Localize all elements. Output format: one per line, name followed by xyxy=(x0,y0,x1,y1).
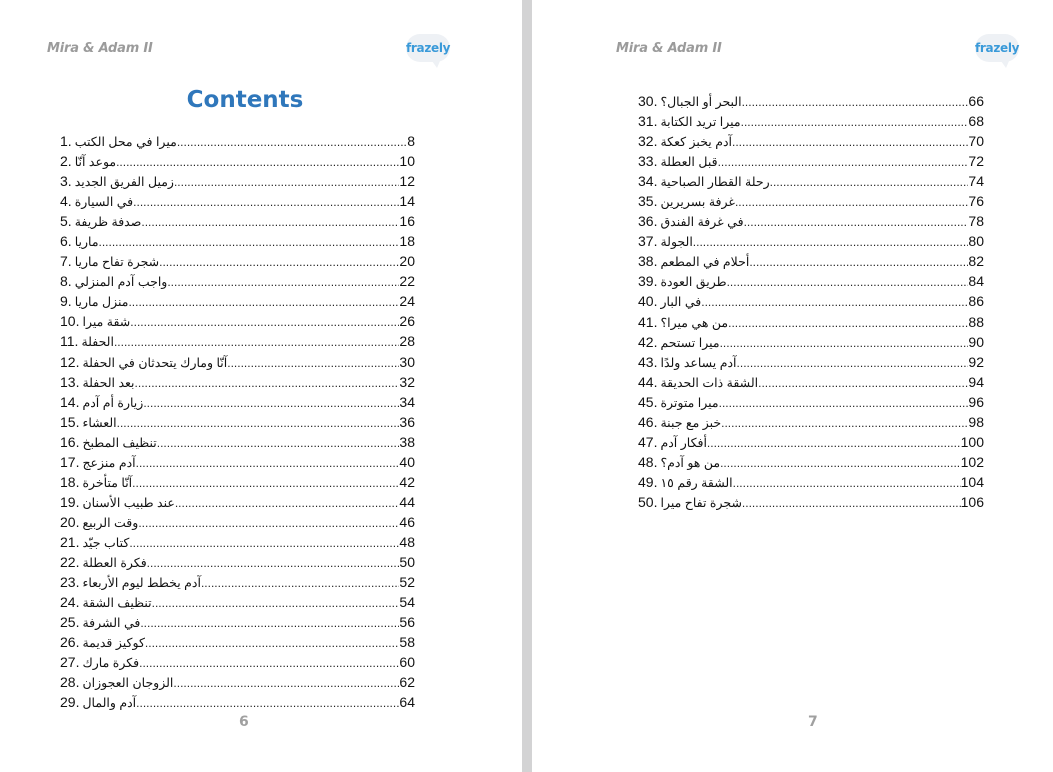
toc-entry[interactable] xyxy=(60,211,415,231)
entry-title: أفكار آدم xyxy=(660,435,707,450)
entry-number: 28. xyxy=(60,674,80,691)
entry-page: 106 xyxy=(960,493,984,510)
entry-title: ميرا تستحم xyxy=(660,335,720,350)
entry-number: 5. xyxy=(60,213,72,230)
toc-entry[interactable] xyxy=(60,352,415,372)
entry-page: 28 xyxy=(399,333,415,350)
entry-title: آدم والمال xyxy=(82,696,137,711)
page-number: 6 xyxy=(239,714,249,730)
entry-page: 64 xyxy=(399,694,415,711)
entry-number: 35. xyxy=(638,193,658,210)
entry-page: 98 xyxy=(968,413,984,430)
entry-number: 43. xyxy=(638,353,658,370)
toc-entry[interactable] xyxy=(638,131,984,151)
entry-number: 23. xyxy=(60,574,80,591)
entry-number: 12. xyxy=(60,353,80,370)
dot-leader xyxy=(201,573,399,593)
entry-page: 90 xyxy=(968,333,984,350)
entry-page: 44 xyxy=(399,493,415,510)
entry-number: 21. xyxy=(60,533,80,550)
entry-number: 6. xyxy=(60,233,72,250)
entry-title: العشاء xyxy=(82,415,117,430)
entry-title: قبل العطلة xyxy=(660,155,718,170)
entry-page: 94 xyxy=(968,373,984,390)
dot-leader xyxy=(718,152,969,172)
entry-title: الشقة ذات الحديقة xyxy=(660,375,759,390)
dot-leader xyxy=(749,252,968,272)
entry-page: 50 xyxy=(399,553,415,570)
entry-title: من هي ميرا؟ xyxy=(660,315,729,330)
entry-number: 16. xyxy=(60,433,80,450)
entry-title: الزوجان العجوزان xyxy=(82,676,174,691)
dot-leader xyxy=(735,192,968,212)
table-of-contents xyxy=(638,91,984,512)
entry-title: الجولة xyxy=(660,235,693,250)
toc-entry[interactable] xyxy=(638,332,984,352)
toc-entry[interactable] xyxy=(638,291,984,311)
dot-leader xyxy=(157,433,400,453)
dot-leader xyxy=(114,332,399,352)
entry-page: 72 xyxy=(968,153,984,170)
dot-leader xyxy=(152,593,400,613)
book-title: Mira & Adam II xyxy=(47,41,153,56)
toc-entry[interactable] xyxy=(638,231,984,251)
logo-text: frazely xyxy=(975,41,1020,55)
entry-title: زميل الفريق الجديد xyxy=(74,175,174,190)
entry-number: 8. xyxy=(60,273,72,290)
toc-entry[interactable] xyxy=(60,652,415,672)
entry-title: آدم منزعج xyxy=(82,455,136,470)
dot-leader xyxy=(140,613,399,633)
toc-entry[interactable] xyxy=(60,171,415,191)
toc-entry[interactable] xyxy=(638,151,984,171)
book-title: Mira & Adam II xyxy=(616,41,722,56)
entry-title: شقة ميرا xyxy=(82,315,131,330)
toc-entry[interactable] xyxy=(60,532,415,552)
toc-entry[interactable] xyxy=(60,392,415,412)
dot-leader xyxy=(139,653,399,673)
dot-leader xyxy=(732,132,968,152)
entry-title: موعد آنّا xyxy=(74,155,117,170)
entry-number: 50. xyxy=(638,493,658,510)
entry-number: 22. xyxy=(60,553,80,570)
toc-entry[interactable] xyxy=(638,211,984,231)
entry-page: 32 xyxy=(399,373,415,390)
entry-title: أحلام في المطعم xyxy=(660,255,750,270)
entry-number: 18. xyxy=(60,473,80,490)
entry-title: الشقة رقم ١٥ xyxy=(660,475,733,490)
dot-leader xyxy=(720,333,969,353)
toc-entry[interactable] xyxy=(60,552,415,572)
entry-title: آدم يخطط ليوم الأربعاء xyxy=(82,576,201,591)
toc-entry[interactable] xyxy=(60,452,415,472)
entry-page: 60 xyxy=(399,654,415,671)
entry-title: ميرا في محل الكتب xyxy=(74,135,177,149)
entry-number: 44. xyxy=(638,373,658,390)
toc-entry[interactable] xyxy=(60,331,415,351)
entry-number: 4. xyxy=(60,193,72,210)
entry-page: 36 xyxy=(399,413,415,430)
entry-title: كتاب جيّد xyxy=(82,535,130,550)
dot-leader xyxy=(733,473,961,493)
dot-leader xyxy=(167,272,399,292)
entry-number: 33. xyxy=(638,153,658,170)
entry-title: البحر أو الجبال؟ xyxy=(660,95,742,109)
entry-title: تنظيف الشقة xyxy=(82,596,152,611)
entry-page: 76 xyxy=(968,193,984,210)
dot-leader xyxy=(770,172,969,192)
toc-entry[interactable] xyxy=(638,312,984,332)
dot-leader xyxy=(141,212,399,232)
entry-page: 48 xyxy=(399,533,415,550)
entry-page: 12 xyxy=(399,173,415,190)
frazely-logo xyxy=(406,34,450,62)
entry-page: 42 xyxy=(399,473,415,490)
toc-entry[interactable] xyxy=(60,372,415,392)
entry-page: 82 xyxy=(968,253,984,270)
entry-number: 7. xyxy=(60,253,72,270)
frazely-logo xyxy=(975,34,1019,62)
entry-title: شجرة تفاح ماريا xyxy=(74,255,160,270)
toc-entry[interactable] xyxy=(60,191,415,211)
dot-leader xyxy=(132,473,399,493)
entry-page: 84 xyxy=(968,273,984,290)
entry-number: 40. xyxy=(638,293,658,310)
dot-leader xyxy=(742,493,961,513)
entry-title: طريق العودة xyxy=(660,275,727,290)
dot-leader xyxy=(173,673,399,693)
entry-title: ماريا xyxy=(74,235,99,250)
entry-title: فكرة مارك xyxy=(82,656,140,671)
entry-page: 100 xyxy=(960,433,984,450)
entry-number: 47. xyxy=(638,433,658,450)
entry-page: 96 xyxy=(968,393,984,410)
entry-page: 104 xyxy=(960,473,984,490)
dot-leader xyxy=(728,313,968,333)
entry-page: 58 xyxy=(399,634,415,651)
entry-title: ميرا متوترة xyxy=(660,395,719,410)
entry-title: شجرة تفاح ميرا xyxy=(660,495,742,510)
entry-title: غرفة بسريرين xyxy=(660,195,735,210)
entry-page: 46 xyxy=(399,513,415,530)
entry-number: 25. xyxy=(60,614,80,631)
entry-number: 1. xyxy=(60,133,72,149)
dot-leader xyxy=(145,633,400,653)
toc-entry[interactable] xyxy=(638,271,984,291)
entry-page: 24 xyxy=(399,293,415,310)
right-page xyxy=(532,0,1053,772)
page-number: 7 xyxy=(808,714,818,730)
toc-entry[interactable] xyxy=(60,131,415,151)
dot-leader xyxy=(159,252,399,272)
entry-page: 78 xyxy=(968,213,984,230)
entry-number: 39. xyxy=(638,273,658,290)
toc-entry[interactable] xyxy=(60,432,415,452)
toc-entry[interactable] xyxy=(60,291,415,311)
entry-number: 34. xyxy=(638,173,658,190)
dot-leader xyxy=(117,413,400,433)
toc-entry[interactable] xyxy=(638,492,984,512)
entry-title: من هو آدم؟ xyxy=(660,455,721,470)
entry-page: 54 xyxy=(399,594,415,611)
entry-page: 62 xyxy=(399,674,415,691)
entry-number: 30. xyxy=(638,93,658,109)
entry-number: 38. xyxy=(638,253,658,270)
logo-text: frazely xyxy=(406,41,451,55)
entry-title: وقت الربيع xyxy=(82,515,139,530)
entry-number: 2. xyxy=(60,153,72,170)
entry-title: رحلة القطار الصباحية xyxy=(660,175,770,190)
entry-number: 45. xyxy=(638,393,658,410)
entry-title: تنظيف المطبخ xyxy=(82,435,157,450)
entry-number: 14. xyxy=(60,393,80,410)
dot-leader xyxy=(138,513,399,533)
entry-number: 36. xyxy=(638,213,658,230)
dot-leader xyxy=(147,553,400,573)
toc-entry[interactable] xyxy=(60,231,415,251)
entry-page: 52 xyxy=(399,574,415,591)
entry-title: ميرا تريد الكتابة xyxy=(660,115,741,130)
entry-number: 32. xyxy=(638,133,658,150)
dot-leader xyxy=(133,192,399,212)
entry-number: 17. xyxy=(60,453,80,470)
entry-number: 20. xyxy=(60,513,80,530)
toc-entry[interactable] xyxy=(60,612,415,632)
entry-number: 13. xyxy=(60,373,80,390)
dot-leader xyxy=(174,172,399,192)
toc-entry[interactable] xyxy=(638,171,984,191)
entry-number: 42. xyxy=(638,333,658,350)
dot-leader xyxy=(744,212,969,232)
entry-page: 56 xyxy=(399,614,415,631)
entry-page: 86 xyxy=(968,293,984,310)
toc-entry[interactable] xyxy=(638,412,984,432)
toc-entry[interactable] xyxy=(60,672,415,692)
entry-page: 22 xyxy=(399,273,415,290)
dot-leader xyxy=(116,152,399,172)
dot-leader xyxy=(701,292,968,312)
dot-leader xyxy=(720,453,961,473)
entry-page: 8 xyxy=(407,133,415,149)
entry-page: 102 xyxy=(960,453,984,470)
toc-entry[interactable] xyxy=(60,572,415,592)
entry-page: 80 xyxy=(968,233,984,250)
entry-number: 26. xyxy=(60,634,80,651)
entry-page: 10 xyxy=(399,153,415,170)
entry-number: 15. xyxy=(60,413,80,430)
dot-leader xyxy=(136,693,399,713)
entry-title: منزل ماريا xyxy=(74,295,129,310)
dot-leader xyxy=(175,493,400,513)
toc-entry[interactable] xyxy=(60,311,415,331)
entry-page: 40 xyxy=(399,453,415,470)
toc-entry[interactable] xyxy=(638,452,984,472)
dot-leader xyxy=(128,292,399,312)
entry-number: 24. xyxy=(60,594,80,611)
entry-page: 20 xyxy=(399,253,415,270)
toc-entry[interactable] xyxy=(638,251,984,271)
entry-title: عند طبيب الأسنان xyxy=(82,495,175,510)
dot-leader xyxy=(136,453,400,473)
entry-number: 31. xyxy=(638,113,658,130)
toc-entry[interactable] xyxy=(638,372,984,392)
entry-page: 16 xyxy=(399,213,415,230)
entry-number: 49. xyxy=(638,473,658,490)
entry-title: في غرفة الفندق xyxy=(660,215,744,230)
toc-entry[interactable] xyxy=(638,472,984,492)
toc-entry[interactable] xyxy=(60,512,415,532)
entry-page: 74 xyxy=(968,173,984,190)
dot-leader xyxy=(99,232,400,252)
toc-entry[interactable] xyxy=(60,472,415,492)
entry-number: 27. xyxy=(60,654,80,671)
toc-entry[interactable] xyxy=(638,432,984,452)
entry-page: 70 xyxy=(968,133,984,150)
toc-entry[interactable] xyxy=(60,151,415,171)
dot-leader xyxy=(693,232,969,252)
entry-number: 9. xyxy=(60,293,72,310)
dot-leader xyxy=(719,393,969,413)
entry-number: 48. xyxy=(638,453,658,470)
entry-title: آنّا متأخرة xyxy=(82,475,133,490)
dot-leader xyxy=(129,533,399,553)
toc-entry[interactable] xyxy=(60,632,415,652)
dot-leader xyxy=(227,353,399,373)
dot-leader xyxy=(741,112,969,132)
page-title: Contents xyxy=(186,87,304,113)
dot-leader xyxy=(737,353,969,373)
entry-number: 41. xyxy=(638,313,658,330)
entry-page: 34 xyxy=(399,393,415,410)
toc-entry[interactable] xyxy=(60,592,415,612)
entry-title: آنّا ومارك يتحدثان في الحفلة xyxy=(82,355,228,370)
toc-entry[interactable] xyxy=(60,692,415,712)
entry-number: 46. xyxy=(638,413,658,430)
entry-title: صدفة ظريفة xyxy=(74,215,142,230)
entry-title: في السيارة xyxy=(74,195,134,210)
entry-title: الحفلة xyxy=(81,335,114,350)
entry-number: 11. xyxy=(60,333,79,350)
entry-title: آدم يخبز كعكة xyxy=(660,135,732,150)
entry-title: آدم يساعد ولدًا xyxy=(660,355,737,370)
toc-entry[interactable] xyxy=(60,492,415,512)
toc-entry[interactable] xyxy=(638,111,984,131)
entry-page: 30 xyxy=(399,353,415,370)
dot-leader xyxy=(727,272,969,292)
dot-leader xyxy=(177,132,407,152)
entry-title: خبز مع جبنة xyxy=(660,415,722,430)
entry-number: 10. xyxy=(60,313,80,330)
entry-title: في الشرفة xyxy=(82,616,141,631)
entry-number: 29. xyxy=(60,694,80,711)
toc-entry[interactable] xyxy=(638,392,984,412)
entry-title: بعد الحفلة xyxy=(82,375,135,390)
left-page xyxy=(0,0,522,772)
entry-page: 92 xyxy=(968,353,984,370)
dot-leader xyxy=(130,312,399,332)
entry-number: 19. xyxy=(60,493,80,510)
entry-title: كوكيز قديمة xyxy=(82,636,145,651)
entry-page: 66 xyxy=(968,93,984,109)
toc-entry[interactable] xyxy=(60,251,415,271)
entry-title: في البار xyxy=(660,295,702,310)
entry-page: 38 xyxy=(399,433,415,450)
toc-entry[interactable] xyxy=(638,191,984,211)
entry-number: 3. xyxy=(60,173,72,190)
entry-title: فكرة العطلة xyxy=(82,555,147,570)
entry-page: 14 xyxy=(399,193,415,210)
toc-entry[interactable] xyxy=(638,352,984,372)
dot-leader xyxy=(742,92,969,112)
dot-leader xyxy=(758,373,968,393)
dot-leader xyxy=(707,433,961,453)
table-of-contents xyxy=(60,131,415,712)
entry-title: واجب آدم المنزلي xyxy=(74,275,168,290)
entry-page: 68 xyxy=(968,113,984,130)
toc-entry[interactable] xyxy=(60,412,415,432)
entry-page: 88 xyxy=(968,313,984,330)
dot-leader xyxy=(721,413,968,433)
entry-page: 26 xyxy=(399,313,415,330)
entry-title: زيارة أم آدم xyxy=(82,395,144,410)
page-gutter xyxy=(522,0,532,772)
toc-entry[interactable] xyxy=(638,91,984,111)
toc-entry[interactable] xyxy=(60,271,415,291)
entry-number: 37. xyxy=(638,233,658,250)
entry-page: 18 xyxy=(399,233,415,250)
dot-leader xyxy=(135,373,400,393)
dot-leader xyxy=(143,393,399,413)
